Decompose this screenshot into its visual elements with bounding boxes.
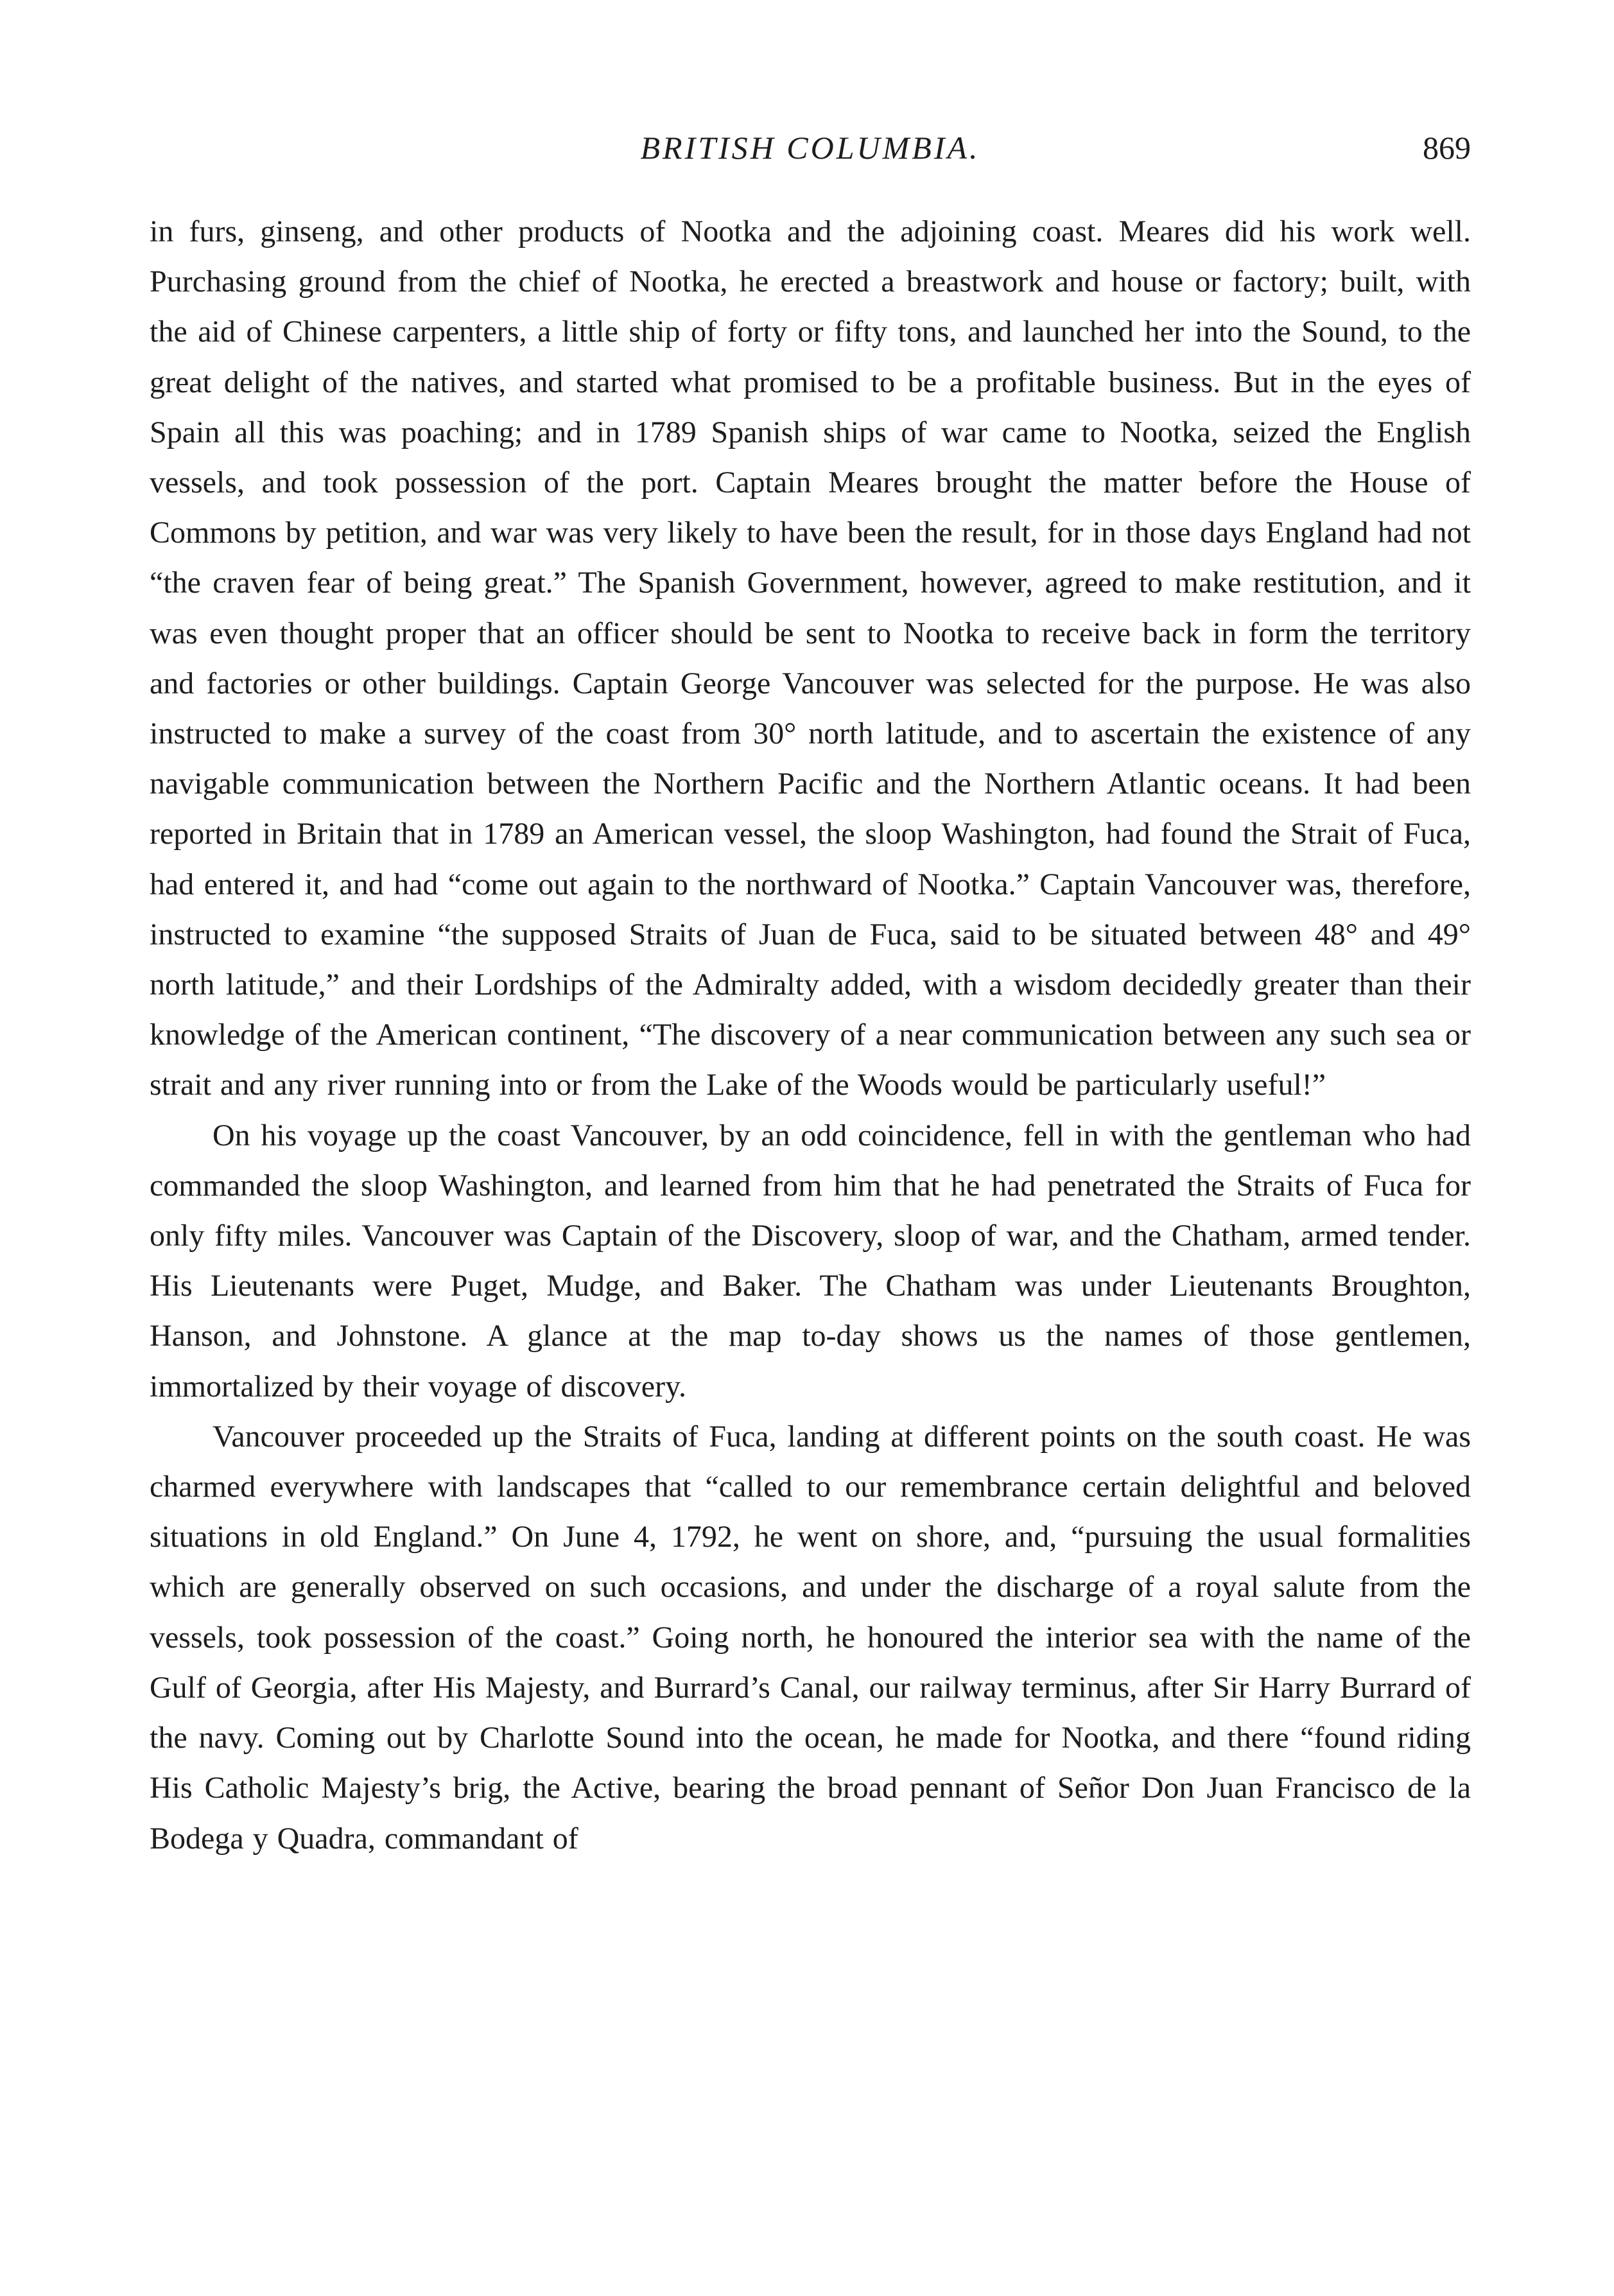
running-title: BRITISH COLUMBIA. [640, 130, 980, 166]
body-text [150, 207, 1471, 2255]
paragraph-3: Vancouver proceeded up the Straits of Fuca, landing at different points on the south coast. He was charmed everywhere with landscapes that “called to our remembrance certain delightful and beloved situations in old England.” On June 4, 1792, he went on shore, and, “pursuing the usual formalities which are generally observed on such occasions, and under the discharge of a royal salute from the vessels, took possession of the coast.” Going north, he honoured the interior sea with the name of the Gulf of Georgia, after His Majesty, and Burrard’s Canal, our railway terminus, after Sir Harry Burrard of the navy. Coming out by Charlotte Sound into the ocean, he made for Nootka, and there “found riding His Catholic Majesty’s brig, the Active, bearing the broad pennant of Señor Don Juan Francisco de la Bodega y Quadra, commandant of [150, 1419, 1471, 1856]
page-number: 869 [1423, 130, 1471, 166]
running-head [150, 122, 1471, 173]
paragraph-2: On his voyage up the coast Vancouver, by an odd coincidence, fell in with the gentleman who had commanded the sloop Washington, and learned from him that he had penetrated the Straits of Fuca for only fifty miles. Vancouver was Captain of the Discovery, sloop of war, and the Chatham, armed tender. His Lieutenants were Puget, Mudge, and Baker. The Chatham was under Lieutenants Broughton, Hanson, and Johnstone. A glance at the map to-day shows us the names of those gentlemen, immortalized by their voyage of discovery. [150, 1118, 1471, 1404]
paragraph-1: in furs, ginseng, and other products of Nootka and the adjoining coast. Meares did his work well. Purchasing ground from the chief of Nootka, he erected a breastwork and house or factory; built, with the aid of Chinese carpenters, a little ship of forty or fifty tons, and launched her into the Sound, to the great delight of the natives, and started what promised to be a profitable business. But in the eyes of Spain all this was poaching; and in 1789 Spanish ships of war came to Nootka, seized the English vessels, and took possession of the port. Captain Meares brought the matter before the House of Commons by petition, and war was very likely to have been the result, for in those days England had not “the craven fear of being great.” The Spanish Government, however, agreed to make restitution, and it was even thought proper that an officer should be sent to Nootka to receive back in form the territory and factories or other buildings. Captain George Vancouver was selected for the purpose. He was also instructed to make a survey of the coast from 30° north latitude, and to ascertain the existence of any navigable communication between the Northern Pacific and the Northern Atlantic oceans. It had been reported in Britain that in 1789 an American vessel, the sloop Washington, had found the Strait of Fuca, had entered it, and had “come out again to the northward of Nootka.” Captain Vancouver was, therefore, instructed to examine “the supposed Straits of Juan de Fuca, said to be situated between 48° and 49° north latitude,” and their Lordships of the Admiralty added, with a wisdom decidedly greater than their knowledge of the American continent, “The discovery of a near communication between any such sea or strait and any river running into or from the Lake of the Woods would be particularly useful!” [150, 214, 1471, 1102]
